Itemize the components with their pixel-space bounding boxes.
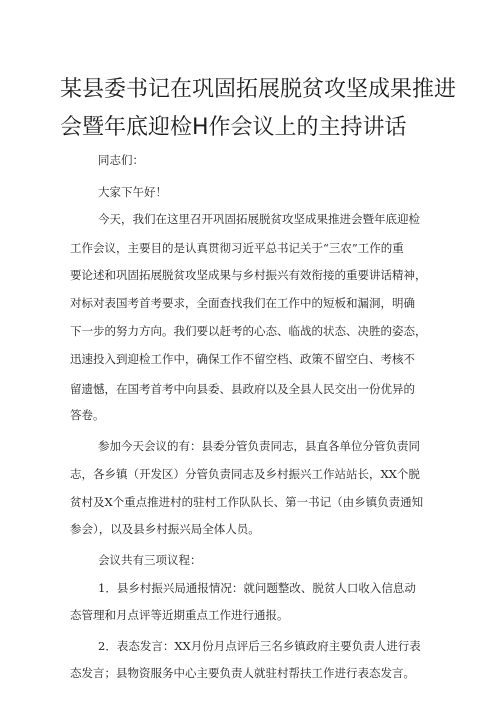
agenda-item-2-line: 态发言；县物资服务中心主要负责人就驻村帮扶工作进行表态发言。 bbox=[70, 666, 415, 680]
paragraph-1-line: 今天，我们在这里召开巩固拓展脱贫攻坚成果推进会暨年底迎检 bbox=[98, 212, 420, 226]
greeting: 大家下午好！ bbox=[98, 185, 167, 199]
paragraph-1-line: 迅速投入到迎检工作中，确保工作不留空档、政策不留空白、考核不 bbox=[70, 352, 415, 366]
salutation: 同志们： bbox=[98, 153, 144, 167]
agenda-item-2-line: 2．表态发言：XX月份月点评后三名乡镇政府主要负责人进行表 bbox=[98, 639, 421, 653]
paragraph-1-line: 工作会议，主要目的是认真贯彻习近平总书记关于“三农”工作的重 bbox=[70, 241, 404, 255]
paragraph-1-line: 对标对表国考首考要求，全面查找我们在工作中的短板和漏洞，明确 bbox=[70, 296, 415, 310]
agenda-intro: 会议共有三项议程： bbox=[98, 553, 202, 567]
document-title-line-2: 会暨年底迎检H作会议上的主持讲话 bbox=[60, 115, 407, 140]
paragraph-2-line: 贫村及X个重点推进村的驻村工作队队长、第一书记（由乡镇负责通知 bbox=[70, 495, 424, 509]
paragraph-1-line: 要论述和巩固拓展脱贫攻坚成果与乡村振兴有效衔接的重要讲话精神， bbox=[70, 268, 427, 282]
paragraph-2-line: 参会），以及县乡村振兴局全体人员。 bbox=[70, 522, 260, 536]
document-title-line-1: 某县委书记在巩固拓展脱贫攻坚成果推进 bbox=[60, 77, 457, 102]
paragraph-1-line: 下一步的努力方向。我们要以赶考的心态、临战的状态、决胜的姿态， bbox=[70, 324, 427, 338]
paragraph-2-line: 参加今天会议的有：县委分管负责同志，县直各单位分管负责同 bbox=[98, 439, 420, 453]
paragraph-1-line: 留遗憾，在国考首考中向县委、县政府以及全县人民交出一份优异的 bbox=[70, 382, 415, 396]
paragraph-1-line: 答卷。 bbox=[70, 408, 105, 422]
agenda-item-1-line: 1．县乡村振兴局通报情况：就问题整改、脱贫人口收入信息动 bbox=[98, 581, 416, 595]
agenda-item-1-line: 态管理和月点评等近期重点工作进行通报。 bbox=[70, 608, 289, 622]
paragraph-2-line: 志，各乡镇（开发区）分管负责同志及乡村振兴工作站站长，XX个脱 bbox=[70, 467, 420, 481]
